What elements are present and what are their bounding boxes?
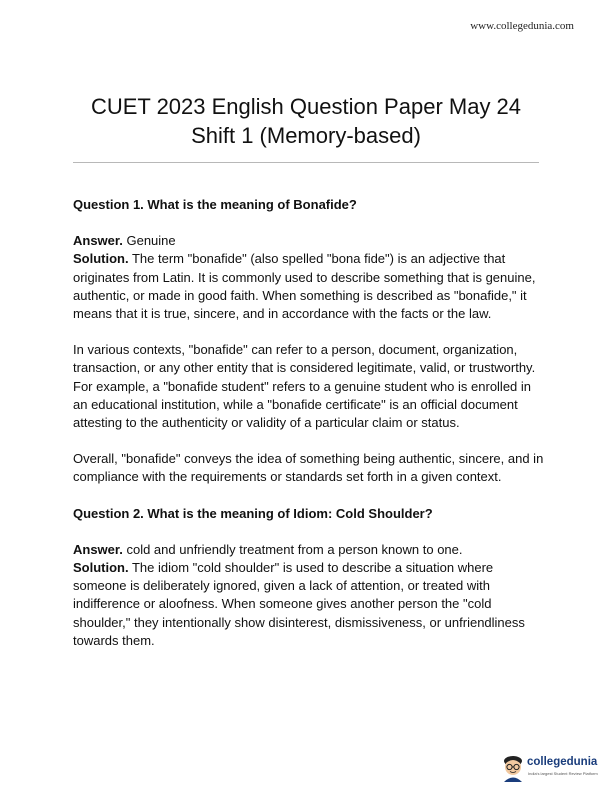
collegedunia-logo <box>500 752 604 786</box>
page-title-line-2: Shift 1 (Memory-based) <box>191 123 421 148</box>
solution-text: The term "bonafide" (also spelled "bona fide") is an adjective that originates from Latin. It is commonly used to describe something that is genuine, authentic, or made in good faith. When something is described as "bonafide," it means that it is true, sincere, and in accordance with the facts or the law. <box>73 251 536 322</box>
question-2-heading: Question 2. What is the meaning of Idiom: Cold Shoulder? <box>73 505 433 521</box>
page-title <box>0 92 612 150</box>
logo-tagline: India's largest Student Review Platform <box>528 771 598 776</box>
question-1-paragraph-3: Overall, "bonafide" conveys the idea of something being authentic, sincere, and in compliance with the requirements or standards set forth in a given context. <box>73 451 544 485</box>
page-title-line-1: CUET 2023 English Question Paper May 24 <box>90 94 522 119</box>
question-2-answer <box>73 541 545 559</box>
logo-wordmark: collegedunia <box>527 756 598 768</box>
mascot-icon <box>500 752 526 782</box>
question-1-solution <box>73 250 545 323</box>
question-1-paragraph-2: In various contexts, "bonafide" can refer to a person, document, organization, transaction, or any other entity that is considered legitimate, valid, or trustworthy. For example, a "bonafide student" refers to a genuine student who is enrolled in an educational institution, while a "bonafide certificate" is an official document attesting to the authenticity or validity of a particular claim or status. <box>73 342 536 431</box>
question-2-solution <box>73 559 545 650</box>
solution-text: The idiom "cold shoulder" is used to describe a situation where someone is deliberately ignored, given a lack of attention, or treated with indifference or aloofness. When someone gives another person the "cold shoulder," they intentionally show disinterest, dismissiveness, or unfriendliness towards them. <box>73 560 525 648</box>
document-body <box>73 196 545 650</box>
answer-label: Answer. <box>73 541 123 557</box>
solution-label: Solution. <box>73 560 129 576</box>
question-1-answer <box>73 232 545 250</box>
title-divider <box>73 162 539 163</box>
site-url[interactable]: www.collegedunia.com <box>470 20 574 32</box>
question-1-heading: Question 1. What is the meaning of Bonafide? <box>73 197 357 212</box>
solution-label: Solution. <box>73 251 129 267</box>
answer-label: Answer. <box>73 233 123 249</box>
answer-text: Genuine <box>122 233 176 249</box>
answer-text: cold and unfriendly treatment from a person known to one. <box>122 541 463 557</box>
